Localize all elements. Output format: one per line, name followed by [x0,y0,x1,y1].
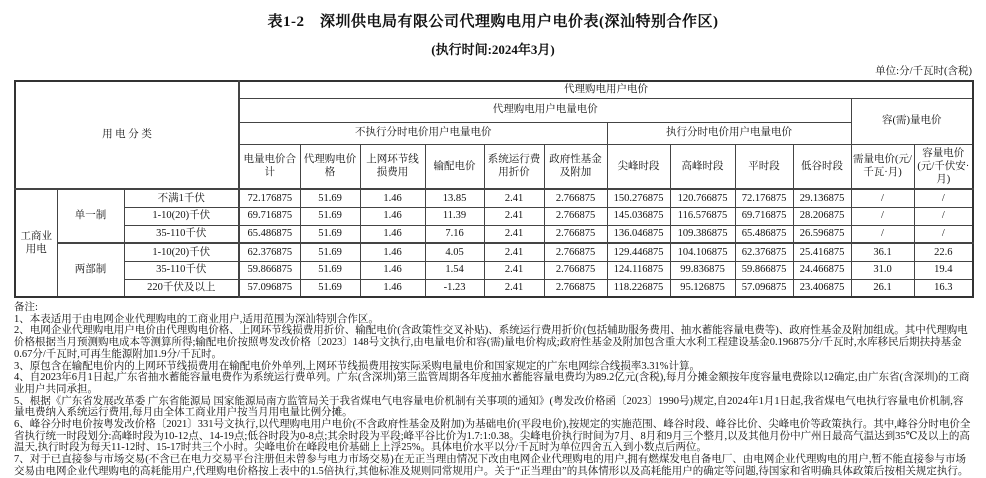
voltage-cell: 1-10(20)千伏 [124,243,239,261]
price-table [14,80,974,298]
price-cell: 2.766875 [544,189,607,207]
price-cell: 2.766875 [544,225,607,243]
header-agency-user-price: 代理购电用户电价 [239,81,973,98]
price-cell: 1.46 [360,261,425,279]
price-cell: 51.69 [300,207,360,225]
table-row [15,225,973,243]
voltage-cell: 35-110千伏 [124,225,239,243]
price-cell: 22.6 [914,243,973,261]
price-cell: 1.46 [360,225,425,243]
price-cell: 51.69 [300,279,360,297]
table-row [15,243,973,261]
price-cell: 25.416875 [793,243,851,261]
price-cell: 57.096875 [239,279,300,297]
price-cell: 1.46 [360,207,425,225]
price-cell: 124.116875 [607,261,670,279]
table-row [15,189,973,207]
price-cell: 118.226875 [607,279,670,297]
price-cell: 28.206875 [793,207,851,225]
price-cell: 26.1 [851,279,914,297]
price-cell: -1.23 [425,279,484,297]
col-total: 电量电价合计 [239,144,300,189]
price-cell: 2.766875 [544,207,607,225]
note-item: 5、根据《广东省发展改革委 广东省能源局 国家能源局南方监管局关于我省煤电气电容量电价机制有关事项的通知》(粤发改价格函〔2023〕1990号)规定,自2024年1月1日起,我省煤电气电执行容量电价机制,容量电费纳入系统运行费用,每月由全体工商业用户按当月用电量比例分摊。 [14,395,964,419]
price-cell: 51.69 [300,261,360,279]
col-agency-price: 代理购电价格 [300,144,360,189]
price-cell: 145.036875 [607,207,670,225]
price-cell: 2.766875 [544,261,607,279]
price-cell: 51.69 [300,189,360,207]
price-cell: 2.41 [484,261,544,279]
price-cell: 57.096875 [735,279,793,297]
col-system-operation: 系统运行费用折价 [484,144,544,189]
table-row [15,261,973,279]
col-sharp-peak: 尖峰时段 [607,144,670,189]
col-demand-price: 需量电价(元/千瓦·月) [851,144,914,189]
price-cell: 1.46 [360,189,425,207]
price-cell: 16.3 [914,279,973,297]
notes-section [14,302,972,478]
price-cell: 1.46 [360,243,425,261]
price-cell: / [914,207,973,225]
col-valley: 低谷时段 [793,144,851,189]
price-cell: 2.766875 [544,279,607,297]
page-subtitle: (执行时间:2024年3月) [431,42,555,57]
price-cell: 19.4 [914,261,973,279]
price-cell: 59.866875 [735,261,793,279]
price-cell: 150.276875 [607,189,670,207]
price-cell: 2.766875 [544,243,607,261]
price-cell: 136.046875 [607,225,670,243]
price-cell: 51.69 [300,225,360,243]
price-cell: 2.41 [484,225,544,243]
price-cell: 69.716875 [239,207,300,225]
price-cell: 65.486875 [735,225,793,243]
price-cell: 7.16 [425,225,484,243]
price-cell: 29.136875 [793,189,851,207]
price-cell: 13.85 [425,189,484,207]
price-cell: 31.0 [851,261,914,279]
price-cell: / [914,225,973,243]
price-cell: 65.486875 [239,225,300,243]
note-item: 4、自2023年6月1日起,广东省抽水蓄能容量电费作为系统运行费单列。广东(含深圳)第三监管周期各年度抽水蓄能容量电费均为89.2亿元(含税),每月分摊金额按年度容量电费除以12确定,由广东省(含深圳)的工商业用户共同承担。 [14,372,970,395]
unit-label: 单位:分/千瓦时(含税) [875,66,972,77]
price-cell: 2.41 [484,279,544,297]
price-cell: 1.54 [425,261,484,279]
price-cell: 51.69 [300,243,360,261]
price-cell: 104.106875 [670,243,735,261]
price-cell: 109.386875 [670,225,735,243]
group-two-part-system: 两部制 [57,243,124,297]
group-single-system: 单一制 [57,189,124,243]
notes-label: 备注: [14,302,38,313]
table-row [15,207,973,225]
header-energy-price: 代理购电用户电量电价 [239,98,851,122]
price-cell: / [914,189,973,207]
price-cell: 62.376875 [735,243,793,261]
price-cell: 72.176875 [239,189,300,207]
price-cell: 36.1 [851,243,914,261]
note-item: 7、对于已直接参与市场交易(不含已在电力交易平台注册但未曾参与电力市场交易)在无正当理由情况下改由电网企业代理购电的用户,拥有燃煤发电自备电厂、由电网企业代理购电的用户,暂不能直接参与市场交易由电网企业代理购电的高耗能用户,代理购电价格按上表中的1.5倍执行,其他标准及规则同常规用户。关于“正当理由”的具体情形以及高耗能用户的确定等问题,待国家和省明确具体政策后按相关规定执行。 [14,454,969,477]
note-item: 3、原包含在输配电价内的上网环节线损费用在输配电价外单列,上网环节线损费用按实际采购电量电价和国家规定的广东电网综合线损率3.31%计算。 [14,360,700,372]
price-cell: 26.596875 [793,225,851,243]
price-cell: 69.716875 [735,207,793,225]
page-title: 表1-2 深圳供电局有限公司代理购电用户电价表(深汕特别合作区) [267,14,719,30]
price-cell: 23.406875 [793,279,851,297]
price-cell: 95.126875 [670,279,735,297]
price-cell: 72.176875 [735,189,793,207]
col-transmission: 输配电价 [425,144,484,189]
voltage-cell: 不满1千伏 [124,189,239,207]
col-peak: 高峰时段 [670,144,735,189]
price-cell: 120.766875 [670,189,735,207]
price-cell: / [851,225,914,243]
price-cell: 59.866875 [239,261,300,279]
col-flat: 平时段 [735,144,793,189]
price-cell: 2.41 [484,189,544,207]
price-cell: 99.836875 [670,261,735,279]
voltage-cell: 35-110千伏 [124,261,239,279]
note-item: 2、电网企业代理购电用户电价由代理购电价格、上网环节线损费用折价、输配电价(含政策性交叉补贴)、系统运行费用折价(包括辅助服务费用、抽水蓄能容量电费等)、政府性基金及附加组成。其中代理购电价格根据当月预测购电成本等测算所得;输配电价按照粤发改价格〔2023〕148号文执行,由电量电价和容(需)量电价构成;政府性基金及附加包含重大水利工程建设基金0.196875分/千瓦时,水库移民后期扶持基金0.67分/千瓦时,可再生能源附加1.9分/千瓦时。 [14,325,968,360]
price-cell: 24.466875 [793,261,851,279]
price-cell: 129.446875 [607,243,670,261]
header-tou: 执行分时电价用户电量电价 [607,122,851,144]
price-cell: 2.41 [484,243,544,261]
voltage-cell: 220千伏及以上 [124,279,239,297]
price-cell: 116.576875 [670,207,735,225]
col-gov-funds: 政府性基金及附加 [544,144,607,189]
col-capacity-price: 容量电价(元/千伏安·月) [914,144,973,189]
price-cell: 62.376875 [239,243,300,261]
col-line-loss: 上网环节线损费用 [360,144,425,189]
price-cell: / [851,189,914,207]
category-industry: 工商业用电 [15,189,57,297]
price-cell: 11.39 [425,207,484,225]
table-row [15,279,973,297]
price-cell: / [851,207,914,225]
price-cell: 1.46 [360,279,425,297]
category-header: 用 电 分 类 [15,81,239,189]
price-cell: 2.41 [484,207,544,225]
note-item: 6、峰谷分时电价按粤发改价格〔2021〕331号文执行,以代理购电用户电价(不含政府性基金及附加)为基础电价(平段电价),按规定的实施范围、峰谷时段、峰谷比价、尖峰电价等政策执行。其中,峰谷分时电价全省执行统一时段划分:高峰时段为10-12点、14-19点;低谷时段为0-8点;其余时段为平段;峰平谷比价为1.7:1:0.38。尖峰电价执行时间为7月、8月和9月三个整月,以及其他月份中广州日最高气温达到35℃及以上的高温天,执行时段为每天11-12时、15-17时共三个小时。尖峰电价在峰段电价基础上上浮25%。具体电价水平以分/千瓦时为单位四舍五入到小数点后两位。 [14,419,971,454]
note-item: 1、本表适用于由电网企业代理购电的工商业用户,适用范围为深汕特别合作区。 [14,313,379,325]
price-cell: 4.05 [425,243,484,261]
voltage-cell: 1-10(20)千伏 [124,207,239,225]
header-capacity-demand-price: 容(需)量电价 [851,98,973,144]
header-non-tou: 不执行分时电价用户电量电价 [239,122,607,144]
